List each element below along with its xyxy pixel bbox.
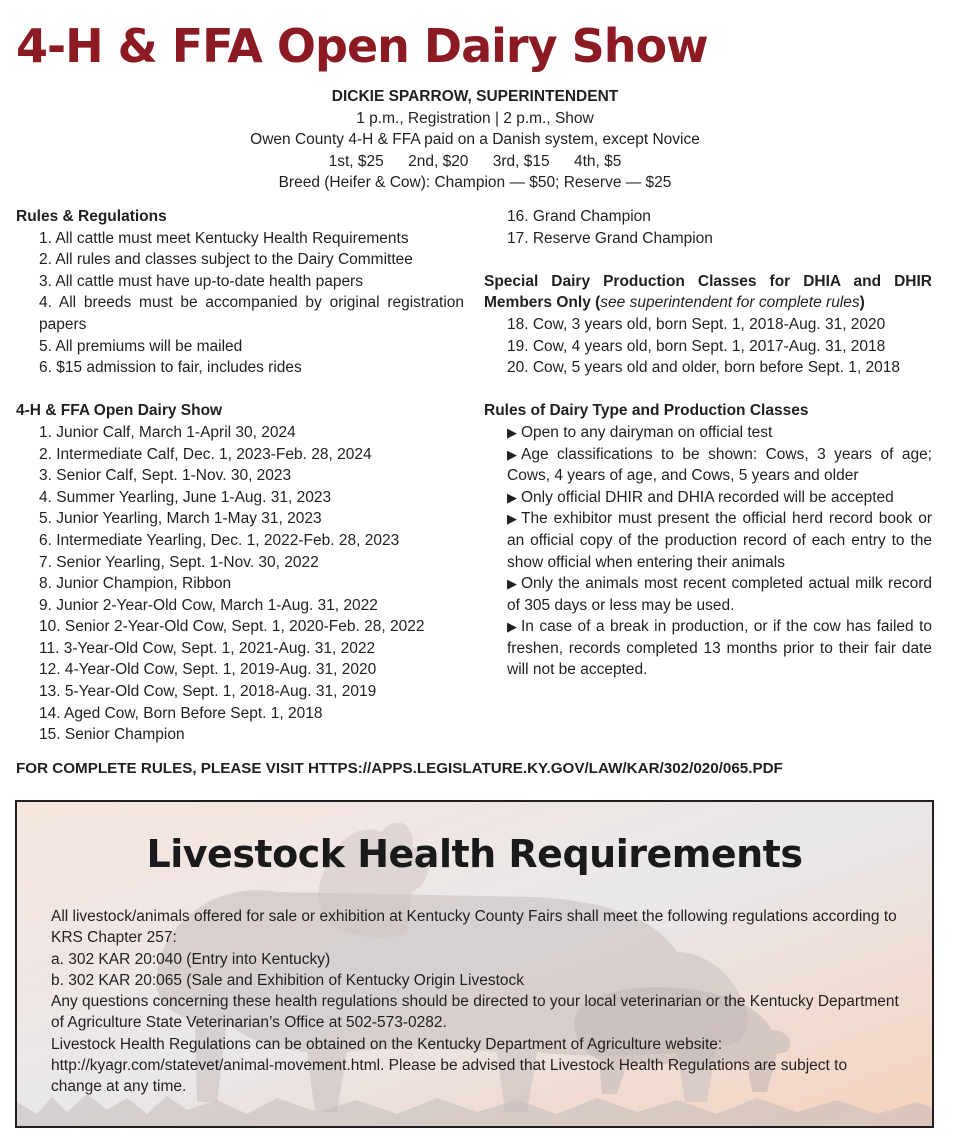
class-item: 1. Junior Calf, March 1-April 30, 2024 (39, 423, 296, 441)
class-item: 3. Senior Calf, Sept. 1-Nov. 30, 2023 (39, 467, 292, 485)
type-rule-item: ▶ In case of a break in production, or if the cow has failed to freshen, records completed 13 months prior to their fair date will not be accepted. (507, 618, 932, 679)
class-item: 12. 4-Year-Old Cow, Sept. 1, 2019-Aug. 31, 2020 (39, 661, 377, 679)
type-rule-item: ▶ Only official DHIR and DHIA recorded will be accepted (484, 487, 932, 509)
health-paragraph: Livestock Health Regulations can be obtained on the Kentucky Department of Agriculture website: http://kyagr.com/statevet/animal-movement.html. Please be advised that Livestock Health Regulations are subject to change at any time. (51, 1035, 848, 1096)
rule-item: 5. All premiums will be mailed (39, 337, 243, 355)
show-info-header (0, 86, 950, 194)
rule-item: 1. All cattle must meet Kentucky Health Requirements (39, 229, 409, 247)
page-title: 4-H & FFA Open Dairy Show (16, 19, 708, 73)
class-item: 8. Junior Champion, Ribbon (39, 575, 232, 593)
prize-line (0, 151, 950, 173)
superintendent-line: DICKIE SPARROW, SUPERINTENDENT (331, 88, 619, 105)
class-item: 17. Reserve Grand Champion (507, 229, 713, 247)
play-triangle-icon: ▶ (507, 619, 517, 635)
schedule-line: 1 p.m., Registration | 2 p.m., Show (356, 109, 594, 127)
class-item: 5. Junior Yearling, March 1-May 31, 2023 (39, 510, 322, 528)
play-triangle-icon: ▶ (507, 511, 517, 527)
health-requirements-text (51, 906, 901, 1098)
type-rule-item: ▶ Age classifications to be shown: Cows, 3 years of age; Cows, 4 years of age, and Cows, 5 years and older (507, 445, 932, 485)
type-rule-item: ▶ The exhibitor must present the official herd record book or an official copy of the production record of each entry to the show official when entering their animals (507, 510, 932, 571)
play-triangle-icon: ▶ (507, 576, 517, 592)
type-rules-heading: Rules of Dairy Type and Production Classes (484, 402, 809, 420)
prize-second: 2nd, $20 (408, 152, 469, 170)
show-classes-heading: 4-H & FFA Open Dairy Show (16, 402, 223, 420)
class-item: 14. Aged Cow, Born Before Sept. 1, 2018 (39, 704, 323, 722)
rule-item: 4. All breeds must be accompanied by original registration papers (39, 294, 464, 333)
livestock-health-box (15, 800, 934, 1128)
type-rule-item: ▶ Open to any dairyman on official test (484, 422, 932, 444)
play-triangle-icon: ▶ (507, 489, 517, 505)
class-item: 2. Intermediate Calf, Dec. 1, 2023-Feb. 28, 2024 (39, 445, 372, 463)
prize-third: 3rd, $15 (492, 152, 550, 170)
health-paragraph: All livestock/animals offered for sale or exhibition at Kentucky County Fairs shall meet the following regulations according to KRS Chapter 257: (51, 908, 897, 947)
health-requirements-title: Livestock Health Requirements (146, 832, 803, 876)
breed-prize-line: Breed (Heifer & Cow): Champion — $50; Reserve — $25 (278, 174, 672, 192)
play-triangle-icon: ▶ (507, 424, 517, 440)
class-item: 16. Grand Champion (507, 208, 651, 225)
complete-rules-link[interactable]: FOR COMPLETE RULES, PLEASE VISIT HTTPS://APPS.LEGISLATURE.KY.GOV/LAW/KAR/302/020/065.PDF (16, 760, 783, 777)
class-item: 13. 5-Year-Old Cow, Sept. 1, 2018-Aug. 31, 2019 (39, 683, 377, 701)
rule-item: 2. All rules and classes subject to the Dairy Committee (39, 251, 413, 269)
class-item: 4. Summer Yearling, June 1-Aug. 31, 2023 (39, 488, 332, 506)
special-classes-heading: Special Dairy Production Classes for DHIA and DHIR Members Only (see superintendent for complete rules) (484, 272, 932, 312)
left-column (16, 206, 464, 746)
class-item: 15. Senior Champion (39, 726, 185, 744)
class-item: 6. Intermediate Yearling, Dec. 1, 2022-Feb. 28, 2023 (39, 531, 400, 549)
health-paragraph: Any questions concerning these health regulations should be directed to your local veterinarian or the Kentucky Department of Agriculture State Veterinarian’s Office at 502-573-0282. (51, 993, 899, 1032)
rule-item: 6. $15 admission to fair, includes rides (39, 359, 302, 377)
special-class-item: 18. Cow, 3 years old, born Sept. 1, 2018-Aug. 31, 2020 (507, 315, 886, 333)
class-item: 7. Senior Yearling, Sept. 1-Nov. 30, 2022 (39, 553, 319, 571)
prize-first: 1st, $25 (328, 152, 384, 170)
class-item: 9. Junior 2-Year-Old Cow, March 1-Aug. 31, 2022 (39, 596, 378, 614)
prize-fourth: 4th, $5 (573, 152, 622, 170)
right-column (484, 206, 932, 681)
health-paragraph: b. 302 KAR 20:065 (Sale and Exhibition of Kentucky Origin Livestock (51, 971, 525, 989)
special-class-item: 19. Cow, 4 years old, born Sept. 1, 2017-Aug. 31, 2018 (507, 337, 886, 355)
rules-heading: Rules & Regulations (16, 208, 167, 225)
payment-line: Owen County 4-H & FFA paid on a Danish system, except Novice (250, 131, 700, 149)
class-item: 11. 3-Year-Old Cow, Sept. 1, 2021-Aug. 31, 2022 (39, 639, 376, 657)
special-class-item: 20. Cow, 5 years old and older, born before Sept. 1, 2018 (507, 359, 900, 377)
class-item: 10. Senior 2-Year-Old Cow, Sept. 1, 2020-Feb. 28, 2022 (39, 618, 425, 636)
health-paragraph: a. 302 KAR 20:040 (Entry into Kentucky) (51, 950, 331, 968)
play-triangle-icon: ▶ (507, 446, 517, 462)
type-rule-item: ▶ Only the animals most recent completed actual milk record of 305 days or less may be used. (507, 575, 932, 614)
rule-item: 3. All cattle must have up-to-date health papers (39, 272, 363, 290)
